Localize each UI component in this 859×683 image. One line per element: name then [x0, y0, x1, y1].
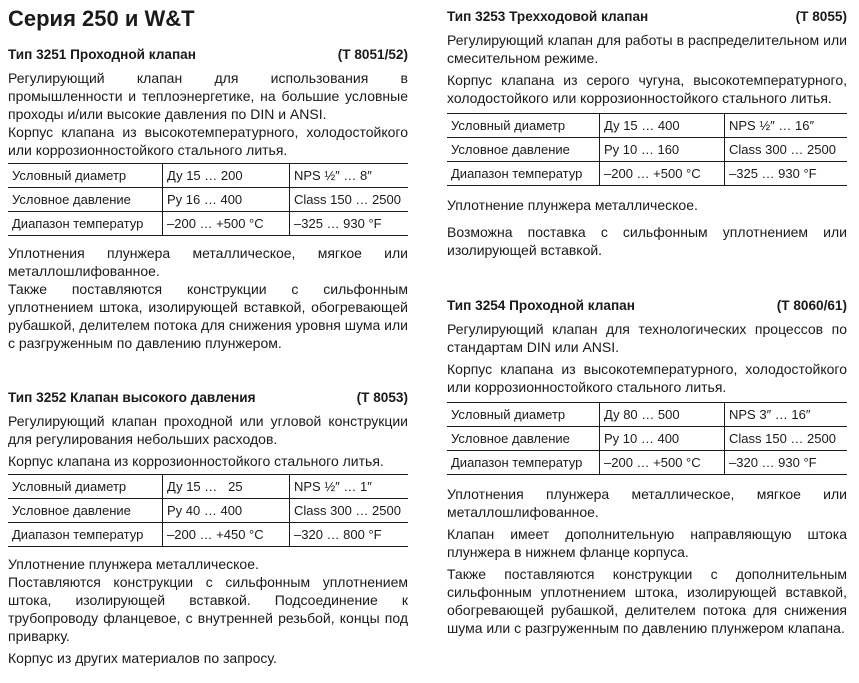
section-header: [447, 297, 847, 315]
datasheet-code: (Т 8060/61): [776, 298, 847, 313]
section-3251: [8, 46, 408, 352]
spec-label: Условный диаметр: [447, 114, 600, 138]
table-row: [8, 499, 408, 523]
spec-ansi: –320 … 930 °F: [725, 451, 848, 475]
section-3253: [447, 8, 847, 259]
datasheet-code: (Т 8055): [795, 9, 847, 24]
spec-label: Диапазон температур: [8, 212, 163, 236]
spec-din: Ду 15 … 200: [163, 164, 290, 188]
spec-ansi: Class 150 … 2500: [725, 427, 848, 451]
plug-seal: Уплотнения плунжера металлическое, мягкое или металлошлифованное.: [8, 245, 408, 279]
options: Также поставляются конструкции с дополнительным сильфонным уплотнением штока, изолирующей вставкой, обогревающей рубашкой, делителем потока для снижения шума или с разгруженным по давлению плунжером клапана.: [447, 566, 847, 636]
spec-din: Ду 80 … 500: [600, 403, 725, 427]
section-header: [8, 389, 408, 407]
spec-ansi: Class 300 … 2500: [725, 138, 848, 162]
other-materials: Корпус из других материалов по запросу.: [8, 650, 277, 666]
spec-ansi: NPS 3″ … 16″: [725, 403, 848, 427]
table-row: [447, 403, 847, 427]
table-row: [447, 114, 847, 138]
spec-din: Ру 16 … 400: [163, 188, 290, 212]
spec-ansi: NPS ½″ … 1″: [290, 475, 409, 499]
spec-din: Ду 15 … 25: [163, 475, 290, 499]
spec-label: Условное давление: [447, 427, 600, 451]
spec-ansi: NPS ½″ … 8″: [290, 164, 409, 188]
left-column: [8, 0, 408, 667]
spec-label: Диапазон температур: [447, 162, 600, 186]
spec-ansi: Class 150 … 2500: [290, 188, 409, 212]
section-3254: [447, 297, 847, 637]
spec-din: –200 … +500 °C: [600, 162, 725, 186]
body-material: Корпус клапана из коррозионностойкого стального литья.: [8, 453, 384, 469]
table-row: [8, 523, 408, 547]
page-title: Серия 250 и W&T: [8, 6, 195, 31]
body-material: Корпус клапана из высокотемпературного, холодостойкого или коррозионностойкого стального литья.: [8, 124, 408, 158]
body-material: Корпус клапана из высокотемпературного, холодостойкого или коррозионностойкого стального литья.: [447, 361, 847, 395]
specs-table: [447, 402, 847, 475]
options: Возможна поставка с сильфонным уплотнением или изолирующей вставкой.: [447, 224, 847, 258]
table-row: [8, 212, 408, 236]
specs-table: [8, 163, 408, 236]
spec-label: Условное давление: [447, 138, 600, 162]
spec-din: Ру 10 … 400: [600, 427, 725, 451]
table-row: [8, 188, 408, 212]
table-row: [447, 427, 847, 451]
description: Регулирующий клапан для технологических процессов по стандартам DIN или ANSI.: [447, 321, 847, 355]
section-title: Тип 3252 Клапан высокого давления: [8, 390, 256, 405]
options: Поставляются конструкции с сильфонным уплотнением штока, изолирующей вставкой. Подсоединение к трубопроводу фланцевое, с внутренней резьбой, концы под приварку.: [8, 574, 408, 644]
spec-ansi: NPS ½″ … 16″: [725, 114, 848, 138]
spec-label: Условное давление: [8, 188, 163, 212]
section-header: [447, 8, 847, 26]
spec-label: Условный диаметр: [8, 475, 163, 499]
spec-din: –200 … +500 °C: [600, 451, 725, 475]
spec-ansi: –325 … 930 °F: [725, 162, 848, 186]
spec-ansi: Class 300 … 2500: [290, 499, 409, 523]
table-row: [8, 475, 408, 499]
datasheet-code: (Т 8053): [356, 390, 408, 405]
specs-table: [8, 474, 408, 547]
section-title: Тип 3251 Проходной клапан: [8, 47, 196, 62]
section-title: Тип 3253 Трехходовой клапан: [447, 9, 649, 24]
spec-din: Ру 40 … 400: [163, 499, 290, 523]
plug-seal: Уплотнения плунжера металлическое, мягкое или металлошлифованное.: [447, 486, 847, 520]
specs-table: [447, 113, 847, 186]
spec-label: Диапазон температур: [447, 451, 600, 475]
spec-ansi: –320 … 800 °F: [290, 523, 409, 547]
plug-seal: Уплотнение плунжера металлическое.: [8, 556, 259, 572]
datasheet-code: (Т 8051/52): [337, 47, 408, 62]
spec-label: Условный диаметр: [8, 164, 163, 188]
description: Регулирующий клапан проходной или угловой конструкции для регулирования небольших расходов.: [8, 413, 408, 447]
table-row: [447, 162, 847, 186]
description: Регулирующий клапан для работы в распределительном или смесительном режиме.: [447, 32, 847, 66]
right-column: [447, 0, 847, 637]
body-material: Корпус клапана из серого чугуна, высокотемпературного, холодостойкого или коррозионностойкого стального литья.: [447, 72, 847, 106]
spec-label: Условный диаметр: [447, 403, 600, 427]
table-row: [447, 451, 847, 475]
section-3252: [8, 389, 408, 667]
options: Также поставляются конструкции с сильфонным уплотнением штока, изолирующей вставкой, обогревающей рубашкой, делителем потока для снижения уровня шума или с разгруженным по давлению плунжером.: [8, 281, 408, 351]
plug-seal: Уплотнение плунжера металлическое.: [447, 197, 698, 213]
spec-label: Диапазон температур: [8, 523, 163, 547]
table-row: [447, 138, 847, 162]
section-header: [8, 46, 408, 64]
spec-label: Условное давление: [8, 499, 163, 523]
stem-guide: Клапан имеет дополнительную направляющую штока плунжера в нижнем фланце корпуса.: [447, 526, 847, 560]
spec-din: –200 … +500 °C: [163, 212, 290, 236]
spec-din: Ру 10 … 160: [600, 138, 725, 162]
spec-din: Ду 15 … 400: [600, 114, 725, 138]
description: Регулирующий клапан для использования в промышленности и теплоэнергетике, на большие условные проходы и/или высокие давления по DIN и ANSI.: [8, 70, 408, 122]
table-row: [8, 164, 408, 188]
spec-din: –200 … +450 °C: [163, 523, 290, 547]
spec-ansi: –325 … 930 °F: [290, 212, 409, 236]
section-title: Тип 3254 Проходной клапан: [447, 298, 635, 313]
